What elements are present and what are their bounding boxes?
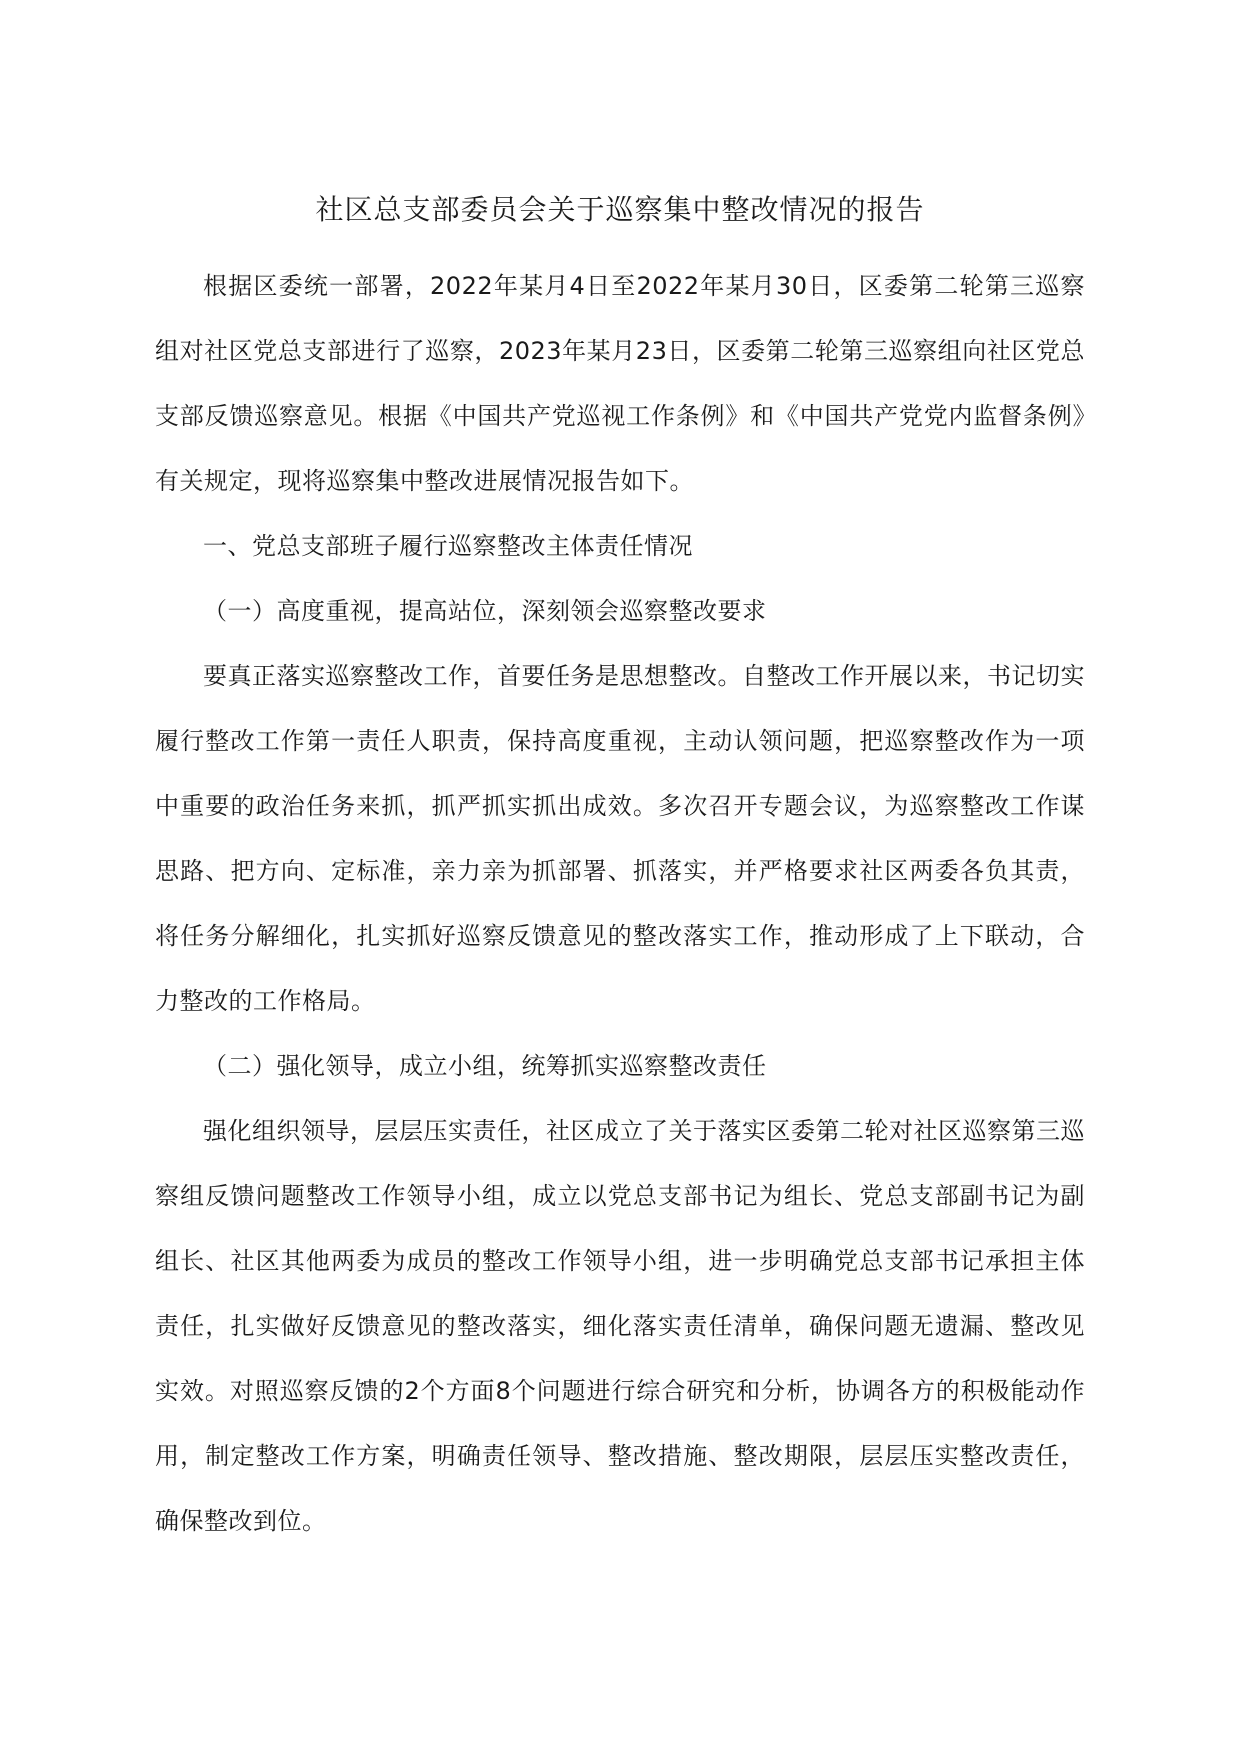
document-title: 社区总支部委员会关于巡察集中整改情况的报告 [315,193,925,226]
subsection-1-heading: （一）高度重视，提高站位，深刻领会巡察整改要求 [203,597,767,625]
section-1-heading: 一、党总支部班子履行巡察整改主体责任情况 [203,532,693,560]
subsection-2-body: 强化组织领导，层层压实责任，社区成立了关于落实区委第二轮对社区巡察第三巡察组反馈问题整改工作领导小组，成立以党总支部书记为组长、党总支部副书记为副组长、社区其他两委为成员的整改工作领导小组，进一步明确党总支部书记承担主体责任，扎实做好反馈意见的整改落实，细化落实责任清单，确保问题无遗漏、整改见实效。对照巡察反馈的2个方面8个问题进行综合研究和分析，协调各方的积极能动作用，制定整改工作方案，明确责任领导、整改措施、整改期限，层层压实整改责任，确保整改到位。 [155,1117,1085,1535]
subsection-2-heading: （二）强化领导，成立小组，统筹抓实巡察整改责任 [203,1052,767,1080]
intro-paragraph: 根据区委统一部署，2022年某月4日至2022年某月30日，区委第二轮第三巡察组对社区党总支部进行了巡察，2023年某月23日，区委第二轮第三巡察组向社区党总支部反馈巡察意见。根据《中国共产党巡视工作条例》和《中国共产党党内监督条例》有关规定，现将巡察集中整改进展情况报告如下。 [155,272,1085,495]
subsection-1-body: 要真正落实巡察整改工作，首要任务是思想整改。自整改工作开展以来，书记切实履行整改工作第一责任人职责，保持高度重视，主动认领问题，把巡察整改作为一项中重要的政治任务来抓，抓严抓实抓出成效。多次召开专题会议，为巡察整改工作谋思路、把方向、定标准，亲力亲为抓部署、抓落实，并严格要求社区两委各负其责，将任务分解细化，扎实抓好巡察反馈意见的整改落实工作，推动形成了上下联动，合力整改的工作格局。 [155,662,1085,1015]
document-page [155,190,1085,1554]
